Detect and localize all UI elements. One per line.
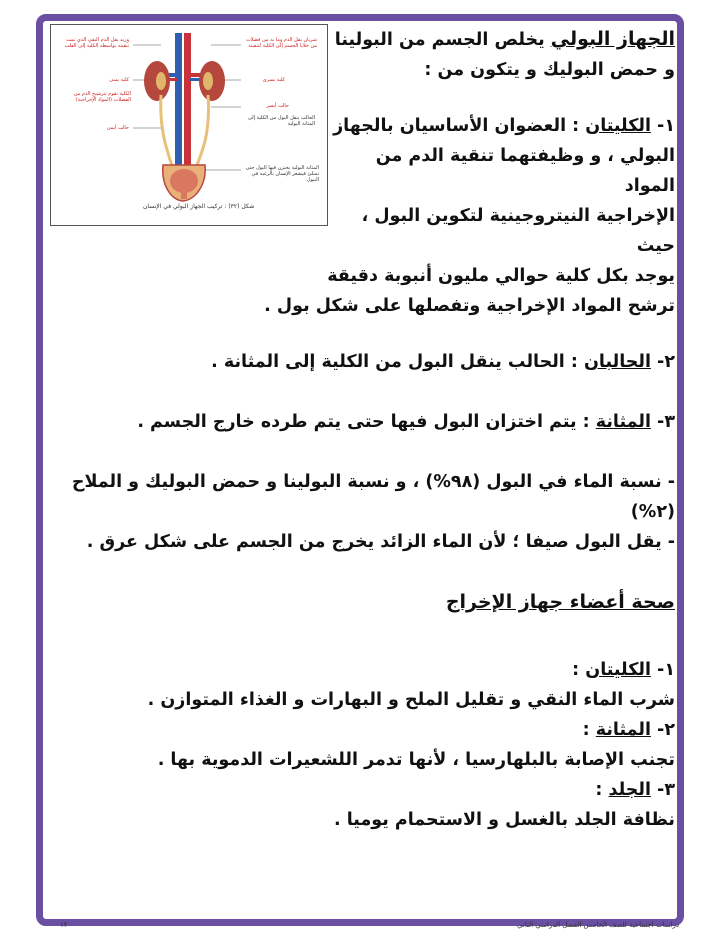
kidneys-title: الكليتان bbox=[585, 116, 651, 136]
kidneys-line-5: ترشح المواد الإخراجية وتفصلها على شكل بول . bbox=[264, 296, 675, 316]
figure-caption: شكل (٣٢) : تركيب الجهاز البولي في الإنسان bbox=[143, 203, 255, 210]
label-left-ureter: حالب أيسر bbox=[266, 103, 289, 109]
intro-title: الجهاز البولي bbox=[550, 28, 675, 50]
health-title: صحة أعضاء جهاز الإخراج bbox=[445, 591, 675, 613]
note-1: - نسبة الماء في البول (٩٨%) ، و نسبة البولينا و حمض البوليك و الملاح (٢%) bbox=[71, 472, 675, 522]
bladder-line: ٣- المثانة : يتم اختزان البول فيها حتى يتم طرده خارج الجسم . bbox=[137, 412, 675, 432]
kidneys-line-4: يوجد بكل كلية حوالي مليون أنبوبة دقيقة bbox=[327, 266, 675, 286]
bladder-title: المثانة bbox=[595, 412, 651, 432]
label-ureter-desc: الحالب ينقل البول من الكلية إلى المثانة البولية bbox=[248, 115, 315, 127]
footer-text: دراسات اجتماعية للصف الخامس الفصل الدراسي الثاني bbox=[516, 921, 679, 929]
health-kidneys-head: ١- الكليتان : bbox=[572, 660, 675, 680]
label-artery: شريان يقل الدم وما به من فضلات من خلايا الجسم إلى الكلية لتنقيته bbox=[245, 37, 317, 49]
health-bladder-text: تجنب الإصابة بالبلهارسيا ، لأنها تدمر اللشعيرات الدموية بها . bbox=[157, 750, 675, 770]
health-bladder-head: ٢- المثانة : bbox=[582, 720, 675, 740]
kidneys-line-2: البولي ، و وظيفتهما تنقية الدم من المواد bbox=[375, 146, 675, 196]
intro-line-1 bbox=[46, 24, 675, 55]
kidneys-line-3: الإخراجية النيتروجينية لتكوين البول ، حيث bbox=[361, 206, 675, 256]
health-skin-head: ٣- الجلد : bbox=[595, 780, 675, 800]
label-kidney-desc: الكلية تقوم بترشيح الدم من الفضلات (المواد الإخراجية) bbox=[73, 91, 131, 103]
label-bladder-desc: المثانة البولية يختزن فيها البول حتى تمتلئ فيشعر الإنسان بالرغبة في التبول bbox=[245, 165, 319, 183]
label-right-kidney: كلية يمنى bbox=[109, 77, 129, 83]
intro-rest: يخلص الجسم من البولينا bbox=[334, 30, 551, 50]
ureters-line: ٢- الحالبان : الحالب ينقل البول من الكلية إلى المثانة . bbox=[211, 352, 675, 372]
ureters-title: الحالبان bbox=[583, 352, 651, 372]
label-left-kidney: كلية يسرى bbox=[262, 77, 285, 83]
page-number: ١٢ bbox=[60, 921, 68, 929]
health-skin-text: نظافة الجلد بالغسل و الاستحمام يوميا . bbox=[333, 810, 675, 830]
document-body bbox=[46, 24, 675, 835]
label-right-ureter: حالب أيمن bbox=[106, 125, 129, 131]
page-footer bbox=[60, 921, 679, 935]
label-vein: وريد يقل الدم النقي الذي تمت تنقيته بواسطة الكلية إلى القلب bbox=[64, 37, 129, 49]
kidneys-line-1: ١- الكليتان : العضوان الأساسيان بالجهاز bbox=[333, 116, 675, 136]
intro-line-2: و حمض البوليك و يتكون من : bbox=[424, 60, 675, 80]
health-kidneys-text: شرب الماء النقي و تقليل الملح و البهارات و الغذاء المتوازن . bbox=[147, 690, 675, 710]
note-2: - يقل البول صيفا ؛ لأن الماء الزائد يخرج من الجسم على شكل عرق . bbox=[86, 532, 675, 552]
